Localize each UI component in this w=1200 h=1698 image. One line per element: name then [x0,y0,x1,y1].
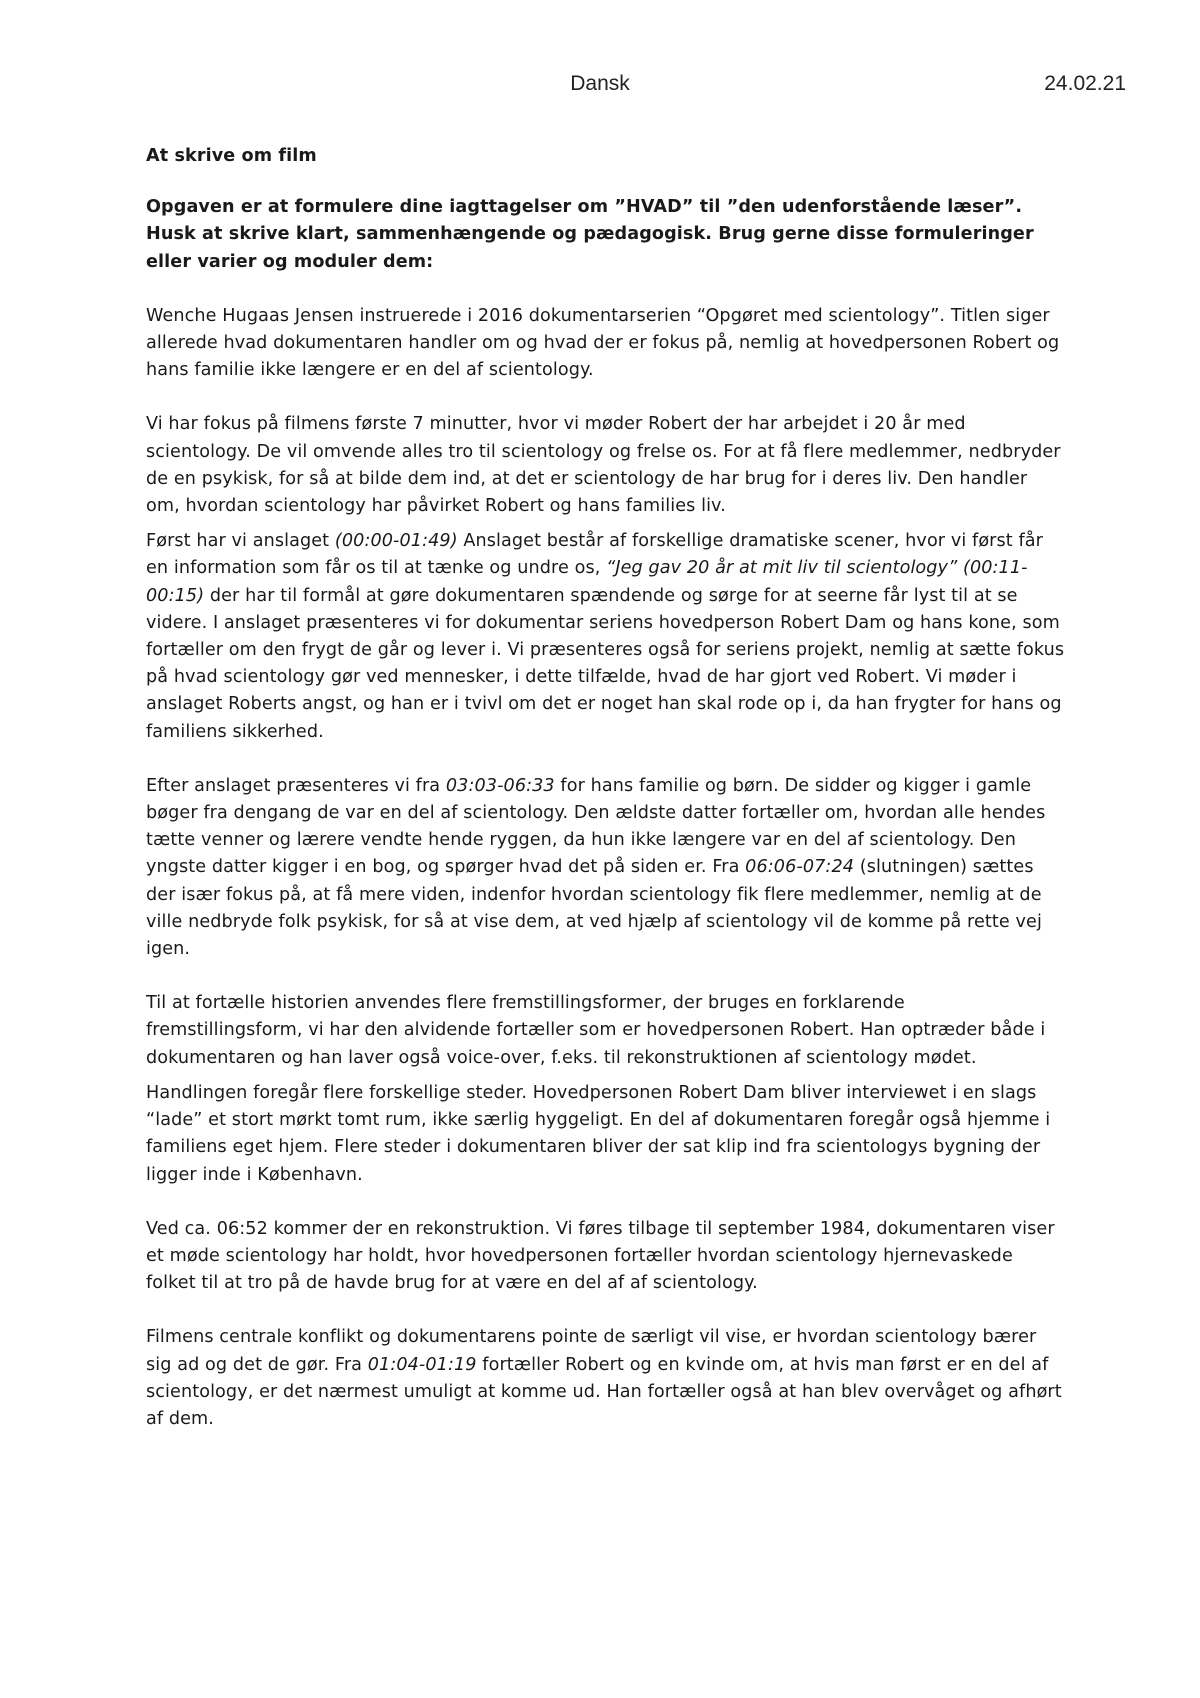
paragraph-3-text-c: Anslaget består af forskellige dramatiske scener, hvor vi først får en information som får os til at tænke og undre os, [146,531,1043,579]
page-header [0,72,1200,102]
timestamp-conflict: 01:04-01:19 [367,1354,477,1375]
paragraph-8 [146,1324,1066,1433]
quote-citation: “Jeg gav 20 år at mit liv til scientology” (00:11-00:15) [146,558,1028,606]
paragraph-3 [146,528,1066,746]
paragraph-4-text-a: Efter anslaget præsenteres vi fra [146,775,446,796]
timestamp-anslag: (00:00-01:49) [334,531,458,552]
paragraph-8-text-a: Filmens centrale konflikt og dokumentarens pointe de særligt vil vise, er hvordan scientology bærer sig ad og det de gør. Fra [146,1327,1037,1375]
paragraph-4 [146,773,1066,963]
document-body [146,143,1066,1433]
paragraph-7: Ved ca. 06:52 kommer der en rekonstruktion. Vi føres tilbage til september 1984, dokumentaren viser et møde scientology har holdt, hvor hovedpersonen fortæller hvordan scientology hjernevaskede folket til at tro på de havde brug for at være en del af af scientology. [146,1218,1055,1294]
date-label: 24.02.21 [1044,72,1126,95]
paragraph-1: Wenche Hugaas Jensen instruerede i 2016 dokumentarserien “Opgøret med scientology”. Titlen siger allerede hvad dokumentaren handler om og hvad der er fokus på, nemlig at hovedpersonen Robert og hans familie ikke længere er en del af scientology. [146,305,1060,381]
paragraph-3-text-e: der har til formål at gøre dokumentaren spændende og sørge for at seerne får lyst til at se videre. I anslaget præsenteres vi for dokumentar seriens hovedperson Robert Dam og hans kone, som fortæller om den frygt de går og lever i. Vi præsenteres også for seriens projekt, nemlig at sætte fokus på hvad scientology gør ved mennesker, i dette tilfælde, hvad de har gjort ved Robert. Vi møder i anslaget Roberts angst, og han er i tvivl om det er noget han skal rode op i, da han frygter for hans og familiens sikkerhed. [146,585,1065,742]
paragraph-5: Til at fortælle historien anvendes flere fremstillingsformer, der bruges en forklarende fremstillingsform, vi har den alvidende fortæller som er hovedpersonen Robert. Han optræder både i dokumentaren og han laver også voice-over, f.eks. til rekonstruktionen af scientology mødet. [146,993,1046,1068]
paragraph-4-text-e: (slutningen) sættes der især fokus på, at få mere viden, indenfor hvordan scientology fik flere medlemmer, nemlig at de ville nedbryde folk psykisk, for så at vise dem, at ved hjælp af scientology vil de komme på rette vej igen. [146,857,1042,960]
document-title: At skrive om film [146,146,317,166]
paragraph-8-text-c: fortæller Robert og en kvinde om, at hvis man først er en del af scientology, er det nærmest umuligt at komme ud. Han fortæller også at han blev overvåget og afhørt af dem. [146,1354,1062,1429]
paragraph-2: Vi har fokus på filmens første 7 minutter, hvor vi møder Robert der har arbejdet i 20 år med scientology. De vil omvende alles tro til scientology og frelse os. For at få flere medlemmer, nedbryder de en psykisk, for så at bilde dem ind, at det er scientology de har brug for i deres liv. Den handler om, hvordan scientology har påvirket Robert og hans families liv. [146,414,1061,517]
timestamp-ending: 06:06-07:24 [745,857,855,878]
subject-label: Dansk [570,72,630,95]
paragraph-6: Handlingen foregår flere forskellige steder. Hovedpersonen Robert Dam bliver interviewet i en slags “lade” et stort mørkt tomt rum, ikke særlig hyggeligt. En del af dokumentaren foregår også hjemme i familiens eget hjem. Flere steder i dokumentaren bliver der sat klip ind fra scientologys bygning der ligger inde i København. [146,1082,1051,1185]
paragraph-4-text-c: for hans familie og børn. De sidder og kigger i gamle bøger fra dengang de var en del af scientology. Den ældste datter fortæller om, hvordan alle hendes tætte venner og lærere vendte hende ryggen, da hun ikke længere var en del af scientology. Den yngste datter kigger i en bog, og spørger hvad det på siden er. Fra [146,775,1046,878]
paragraph-3-text-a: Først har vi anslaget [146,531,335,552]
timestamp-family: 03:03-06:33 [445,775,555,796]
assignment-intro: Opgaven er at formulere dine iagttagelser om ”HVAD” til ”den udenforstående læser”. Husk at skrive klart, sammenhængende og pædagogisk. Brug gerne disse formuleringer eller varier og moduler dem: [146,197,1034,272]
